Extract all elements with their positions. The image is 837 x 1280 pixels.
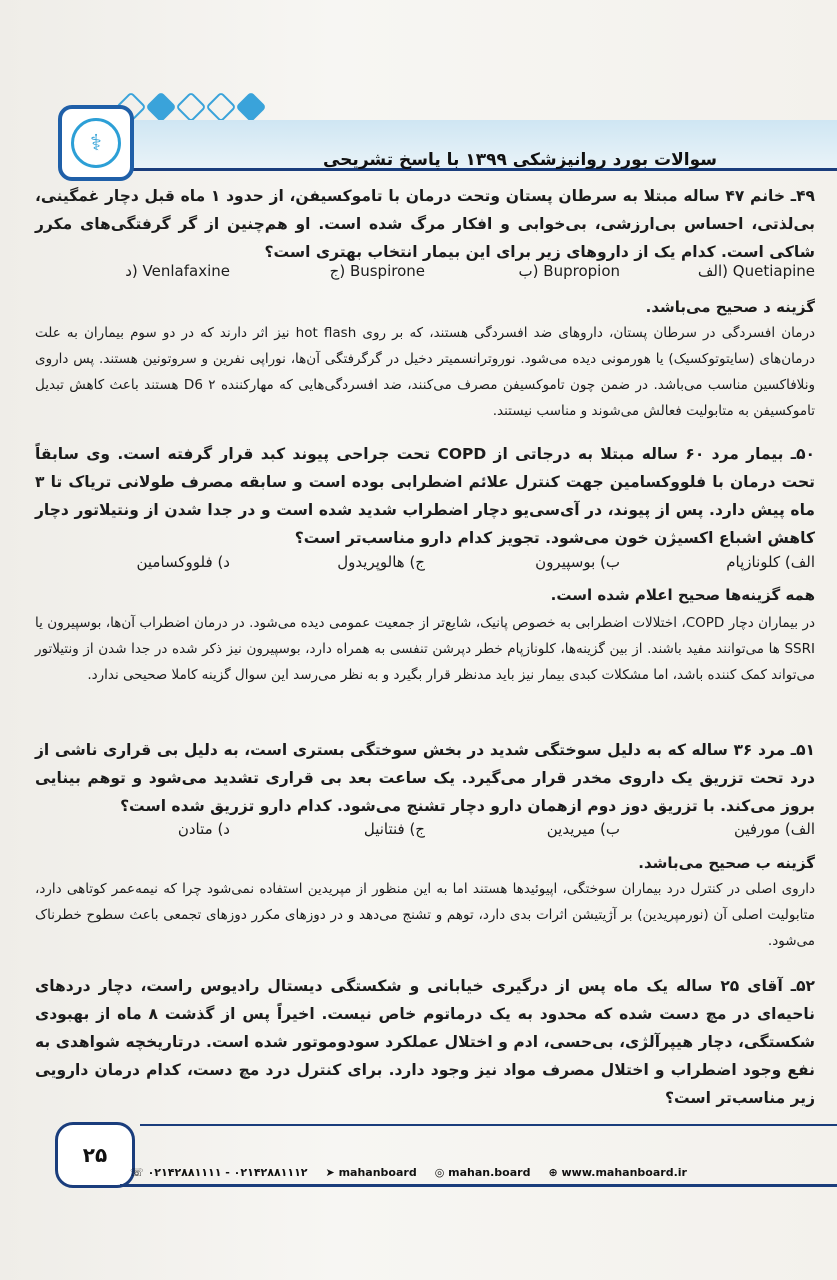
question-50-text: ۵۰ـ بیمار مرد ۶۰ ساله مبتلا به درجاتی از COPD تحت جراحی پیوند کبد قرار گرفته است. وی سابقاً تحت درمان با فلووکسامین جهت کنترل علائم اضطرابی بوده است و سابقه مصرف طولانی تریاک تا ۳ ماه پیش دارد. پس از پیوند، در آی‌سی‌یو دچار اضطراب شدید شده است و در جدا شدن از ونتیلاتور دچار کاهش اشباع اکسیژن خون می‌شود. تجویز کدام دارو مناسب‌تر است؟	[35, 445, 815, 547]
hex-shape	[175, 91, 206, 122]
question-52-text: ۵۲ـ آقای ۲۵ ساله یک ماه پس از درگیری خیابانی و شکستگی دیستال رادیوس راست، دچار دردهای ناحیه‌ای در مچ دست شده که محدود به یک درماتوم خاص نیست. اخیراً پس از گذشت ۸ ماه از بهبودی شکستگی، دچار هیپرآلژی، بی‌حسی، ادم و اختلال عملکرد سودوموتور شده است. درتاریخچه شواهدی به نفع وجود اضطراب و اختلال مصرف مواد نیز وجود دارد. برای کنترل درد مچ دست، کدام درمان دارویی زیر مناسب‌تر است؟	[35, 977, 816, 1107]
website-link: www.mahanboard.ir	[561, 1165, 687, 1179]
question-49-options	[35, 262, 815, 280]
footer-top-line	[140, 1124, 837, 1126]
option-d: د) فلووکسامین	[136, 553, 230, 571]
question-50-answer: همه گزینه‌ها صحیح اعلام شده است.	[550, 586, 815, 604]
option-a: الف) Quetiapine	[697, 262, 815, 280]
option-d: د) متادن	[177, 820, 230, 838]
instagram-handle: mahan.board	[448, 1165, 531, 1179]
caduceus-icon: ⚕	[71, 118, 121, 168]
footer-contact-bar	[120, 1160, 837, 1184]
question-50-options	[35, 553, 815, 571]
footer-telegram: ➤ mahanboard	[325, 1165, 417, 1179]
option-a: الف) مورفین	[733, 820, 815, 838]
option-b: ب) Bupropion	[518, 262, 620, 280]
option-b: ب) میریدین	[546, 820, 620, 838]
header-title: سوالات بورد روانپزشکی ۱۳۹۹ با پاسخ تشریحی	[322, 150, 717, 170]
question-51-options	[35, 820, 815, 838]
footer-website: ⊕ www.mahanboard.ir	[548, 1165, 687, 1179]
mahan-logo	[58, 105, 134, 181]
hex-shape	[205, 91, 236, 122]
option-d: د) Venlafaxine	[125, 262, 230, 280]
header-hex-decoration	[120, 96, 268, 118]
option-a: الف) کلونازپام	[726, 553, 815, 571]
option-c: ج) هالوپریدول	[337, 553, 425, 571]
question-51-explanation: داروی اصلی در کنترل درد بیماران سوختگی، اپیوئیدها هستند اما به این منظور از مپریدین استفاده نمی‌شود چرا که نیمه‌عمر کوتاهی دارد، متابولیت اصلی آن (نورمپریدین) بر آژیتیشن اثرات بدی دارد، توهم و تشنج می‌دهد و در دوزهای مکرر دوزهای تجمعی باعث سطوح خطرناک می‌شود.	[35, 881, 815, 949]
hex-shape	[145, 91, 176, 122]
hex-shape	[235, 91, 266, 122]
footer-phones: ☏ ۰۲۱۴۲۸۸۱۱۱۱ - ۰۲۱۴۲۸۸۱۱۱۲	[130, 1165, 308, 1179]
question-49-text: ۴۹ـ خانم ۴۷ ساله مبتلا به سرطان پستان وتحت درمان با تاموکسیفن، از حدود ۱ ماه قبل دچار غمگینی، بی‌لذتی، احساس بی‌ارزشی، بی‌خوابی و افکار مرگ شده است. او هم‌چنین از گر گرفتگی‌های مکرر شاکی است. کدام یک از داروهای زیر برای این بیمار انتخاب بهتری است؟	[35, 187, 815, 261]
question-49-answer: گزینه د صحیح می‌باشد.	[645, 298, 815, 316]
question-51-answer: گزینه ب صحیح می‌باشد.	[638, 854, 815, 872]
option-c: ج) فنتانیل	[363, 820, 425, 838]
question-50-explanation: در بیماران دچار COPD، اختلالات اضطرابی به خصوص پانیک، شایع‌تر از جمعیت عمومی دیده می‌شود. در درمان اضطراب آن‌ها، بوسپیرون یا SSRI ها می‌توانند مفید باشند. از بین گزینه‌ها، کلونازپام خطر دپرشن تنفسی به همراه دارد، بوسپیرون نیز ذکر شده در جدا شدن از ونتیلاتور می‌تواند کمک کننده باشد، اما مشکلات کبدی بیمار نیز باید مدنظر قرار بگیرد و به نظر می‌رسد این سوال گزینه کاملا صحیحی ندارد.	[35, 615, 815, 683]
footer-bottom-line	[120, 1184, 837, 1187]
question-51-text: ۵۱ـ مرد ۳۶ ساله که به دلیل سوختگی شدید در بخش سوختگی بستری است، به دلیل بی قراری ناشی از درد تحت تزریق یک داروی مخدر قرار می‌گیرد. یک ساعت بعد بی قراری تشدید می‌شود و توهم بینایی بروز می‌کند. با تزریق دوز دوم ازهمان دارو دچار تشنج می‌شود. کدام دارو تزریق شده است؟	[35, 741, 815, 815]
footer-instagram: ◎ mahan.board	[434, 1165, 531, 1179]
page-number: ۲۵	[55, 1122, 135, 1188]
telegram-handle: mahanboard	[338, 1165, 417, 1179]
option-c: ج) Buspirone	[329, 262, 425, 280]
option-b: ب) بوسپیرون	[535, 553, 620, 571]
question-49-explanation: درمان افسردگی در سرطان پستان، داروهای ضد افسردگی هستند، که بر روی hot flash نیز اثر دارند که در دو سوم بیماران به علت درمان‌های (سایتوتوکسیک) یا هورمونی دیده می‌شود. نوروترانسمیتر دخیل در گرگرفتگی آن‌ها، نوراپی نفرین و سروتونین هستند. پس داروی ونلافاکسین مناسب می‌باشد. در ضمن چون تاموکسیفن مصرف می‌کنند، ضد افسردگی‌هایی که مهارکننده D6 ۲ هستند باعث کاهش تبدیل تاموکسیفن به متابولیت فعالش می‌شوند و مناسب نیستند.	[35, 325, 815, 419]
phone-text: ۰۲۱۴۲۸۸۱۱۱۱ - ۰۲۱۴۲۸۸۱۱۱۲	[147, 1165, 308, 1179]
